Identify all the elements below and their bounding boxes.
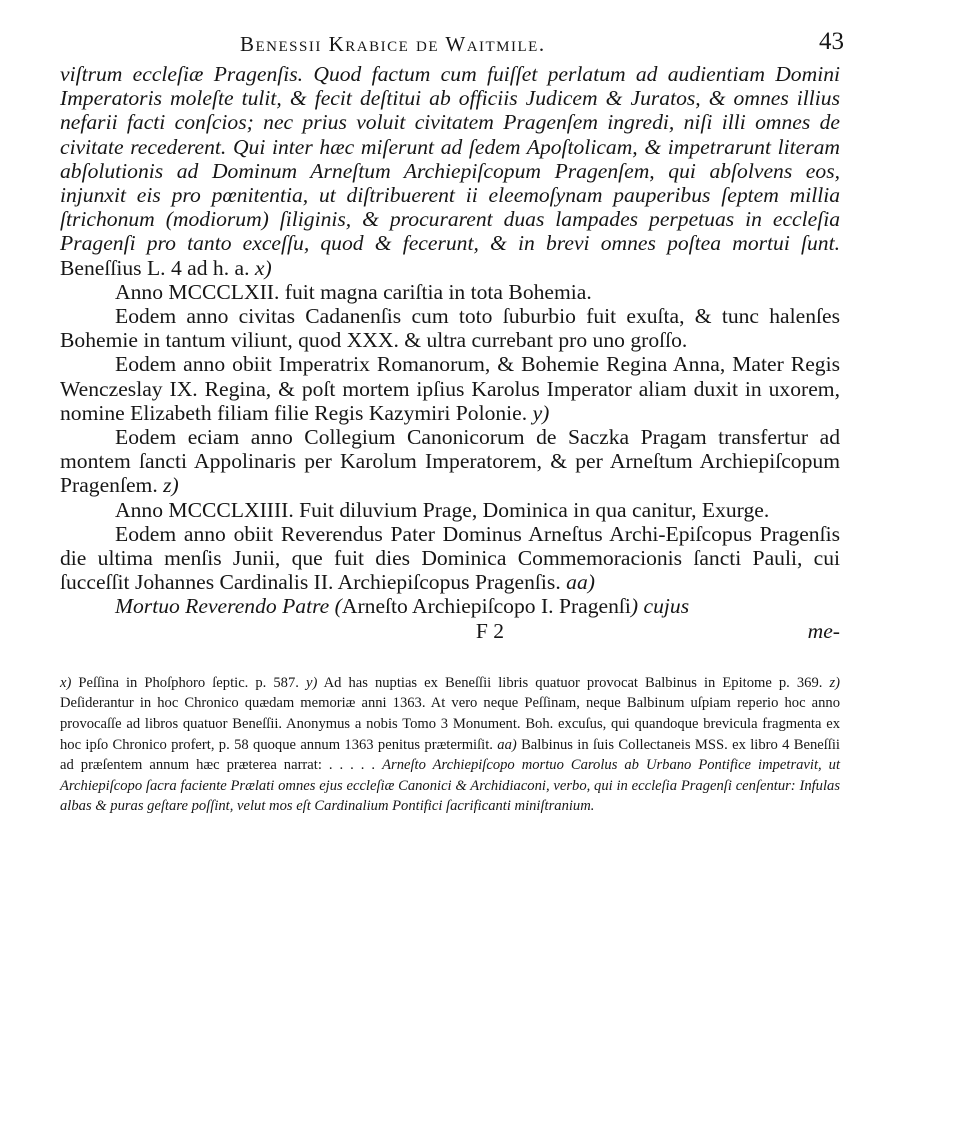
paragraph-4 xyxy=(60,352,840,425)
book-page xyxy=(60,20,844,817)
page-number: 43 xyxy=(819,28,844,55)
paragraph-1 xyxy=(60,62,840,280)
paragraph-8 xyxy=(60,594,840,618)
running-title: Benessii Krabice de Waitmile. xyxy=(240,32,546,56)
paragraph-1-text: viſtrum eccleſiæ Pragenſis. Quod factum cum fuiſſet perlatum ad audientiam Domini Imperatoris moleſte tulit, & fecit deſtitui ab officiis Judicem & Juratos, & omnes illius nefarii facti conſcios; nec prius voluit civitatem Pragenſem ingredi, niſi illi omnes de civitate recederent. Qui inter hæc miſerunt ad ſedem Apoſtolicam, & impetrarunt literam abſolutionis ad Dominum Arneſtum Archiepiſcopum Pragenſem, qui abſolvens eos, injunxit eis pro pœnitentia, ut diſtribuerent ii eleemoſynam pauperibus ſeptem millia ſtrichonum (modiorum) ſiliginis, & procurarent duas lampades perpetuas in eccleſia Pragenſi pro tanto exceſſu, quod & fecerunt, & in brevi omnes poſtea mortui ſunt. xyxy=(60,62,840,256)
paragraph-7-text: Eodem anno obiit Reverendus Pater Dominus Arneſtus Archi-Epiſcopus Pragenſis die ultima menſis Junii, que fuit dies Dominica Commemoracionis ſancti Pauli, cui ſucceſſit Johannes Cardinalis II. Archiepiſcopus Pragenſis. xyxy=(60,521,840,595)
footnote-z-text: Deſiderantur in hoc Chronico quædam memoriæ anni 1363. At vero neque Peſſinam, neque Balbinum uſpiam reperio hoc anno provocaſſe ad libros quatuor Beneſſii. Anonymus a nobis Tomo 3 Monument. Boh. excuſus, qui quandoque brevicula fragmenta ex hoc ipſo Chronico profert, p. 58 quoque annum 1363 penitus prætermiſit. xyxy=(60,695,840,753)
footnote-block xyxy=(60,673,840,817)
paragraph-1-reference: Beneſſius L. 4 ad h. a. xyxy=(60,255,250,280)
paragraph-6: Anno MCCCLXIIII. Fuit diluvium Prage, Dominica in qua canitur, Exurge. xyxy=(115,497,770,522)
signature-line xyxy=(60,619,840,643)
footnote-ref-aa: aa) xyxy=(566,570,595,595)
footnote-x-label: x) xyxy=(60,674,72,691)
paragraph-5 xyxy=(60,425,840,498)
footnote-y-label: y) xyxy=(305,674,318,691)
footnote-aa-text: Balbinus in ſuis Collectaneis MSS. ex libro 4 Beneſſii ad præſentem annum hæc præterea narrat: . . . . . xyxy=(60,736,840,774)
main-text xyxy=(60,62,840,643)
paragraph-8-part-c: ) cujus xyxy=(630,594,690,619)
footnote-ref-x: x) xyxy=(254,255,272,280)
footnote-z-label: z) xyxy=(829,674,841,691)
signature-mark: F 2 xyxy=(475,618,505,643)
footnote-y-text: Ad has nuptias ex Beneſſii libris quatuor provocat Balbinus in Epitome p. 369. xyxy=(323,674,823,691)
paragraph-2: Anno MCCCLXII. fuit magna cariſtia in tota Bohemia. xyxy=(115,279,592,304)
running-head xyxy=(60,20,844,60)
paragraph-8-part-a: Mortuo Reverendo Patre ( xyxy=(115,594,342,619)
footnotes xyxy=(60,673,840,817)
paragraph-3: Eodem anno civitas Cadanenſis cum toto ſuburbio fuit exuſta, & tunc halenſes Bohemie in tantum viliunt, quod XXX. & ultra currebant pro uno groſſo. xyxy=(60,304,840,353)
paragraph-5-text: Eodem eciam anno Collegium Canonicorum de Saczka Pragam transfertur ad montem ſancti Appolinaris per Karolum Imperatorem, & per Arneſtum Archiepiſcopum Pragenſem. xyxy=(60,425,840,498)
footnote-aa-quote: Arneſto Archiepiſcopo mortuo Carolus ab Urbano Pontifice impetravit, ut Archiepiſcopo ſacra faciente Prælati omnes ejus eccleſiæ Canonici & Archidiaconi, verbo, qui in eccleſia Pragenſi cenſentur: Infulas albas & puras geſtare poſſint, velut mos eſt Cardinalium Pontifici ſacrificanti miniſtranium. xyxy=(60,757,840,815)
footnote-ref-z: z) xyxy=(163,473,179,498)
paragraph-8-part-b: Arneſto Archiepiſcopo I. Pragenſi xyxy=(341,594,631,619)
paragraph-7 xyxy=(60,522,840,595)
catchword: me- xyxy=(807,618,840,643)
footnote-ref-y: y) xyxy=(532,400,550,425)
paragraph-4-text: Eodem anno obiit Imperatrix Romanorum, & Bohemie Regina Anna, Mater Regis Wenczeslay IX. Regina, & poſt mortem ipſius Karolus Imperator aliam duxit in uxorem, nomine Elizabeth filiam filie Regis Kazymiri Polonie. xyxy=(60,352,840,425)
footnote-aa-label: aa) xyxy=(497,736,517,753)
footnote-x-text: Peſſina in Phoſphoro ſeptic. p. 587. xyxy=(78,674,299,691)
